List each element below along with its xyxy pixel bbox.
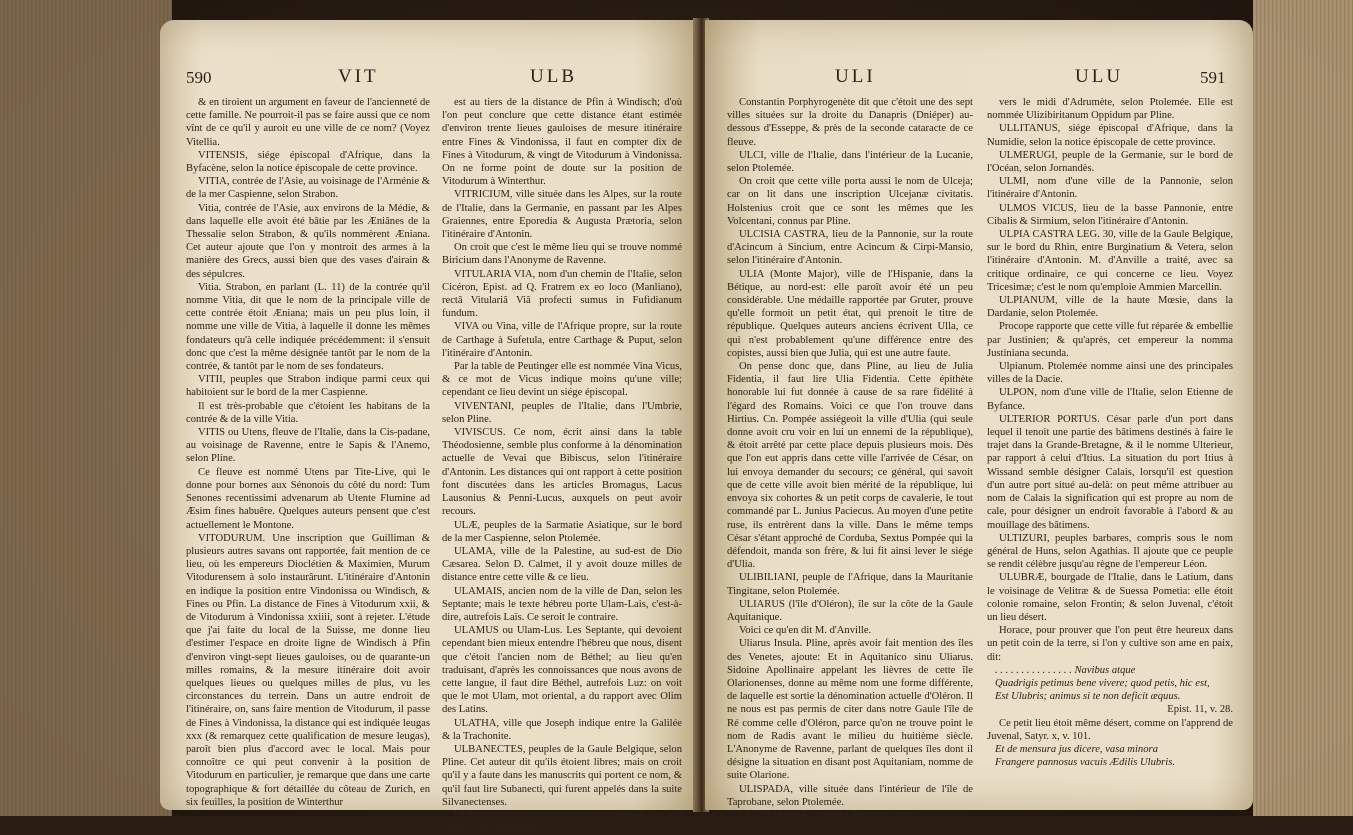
entry-paragraph: ULIZIBIRRHA, ville de l'Afrique propre, <box>739 809 917 821</box>
entry-paragraph: ULAMUS ou Ulam-Lus. Les Septante, qui devoient cependant bien mieux entendre l'hébreu que nous, disent que c'étoit l'ancien nom de Béthel; au lieu qu'en traduisant, d'après les connoissances que nous avons de cette langue, il faut dire Béthel, autrefois Luz: on voit que le mot Ulam, mot oriental, a du rapport avec Olim des Latins. <box>442 625 682 716</box>
entry-paragraph: ULAMAIS, ancien nom de la ville de Dan, selon les Septante; mais le texte hébreu porte Ulam-Lais, c'est-à-dire, autrefois Laïs. Ce seroit le contraire. <box>442 585 682 623</box>
verse-line: Est Ulubris; animus si te non deficit æquus. <box>995 691 1181 703</box>
page-number: 590 <box>186 68 212 87</box>
entry-paragraph: ULUBRÆ, bourgade de l'Italie, dans le Latium, dans le voisinage de Velitræ & de Suessa Pometia: elle étoit colonie romaine, selon Frontin; & selon Juvenal, c'étoit un lieu désert. <box>987 572 1233 623</box>
entry-paragraph: Ulpianum. Ptolemée nomme ainsi une des principales villes de la Dacie. <box>987 361 1233 386</box>
entry-paragraph: ULÆ, peuples de la Sarmatie Asiatique, sur le bord de la mer Caspienne, selon Ptolemée. <box>442 519 682 544</box>
entry-paragraph: ULPON, nom d'une ville de l'Italie, selon Etienne de Byfance. <box>987 387 1233 412</box>
verse-line: . . . . . . . . . . . . . . . Navibus atque <box>995 664 1136 676</box>
entry-paragraph: Vitia. Strabon, en parlant (L. 11) de la contrée qu'il nomme Vitia, dit que le nom de la principale ville de cette contrée étoit Æniana; mais un peu plus loin, il nomme une ville de Vitia, à laquelle il donne les mêmes fondateurs qu'à celle indiquée précédemment: il s'ensuit donc que c'est la même désignée tantôt par le nom de la contrée, & tantôt par le nom de ses fondateurs. <box>186 281 430 373</box>
entry-paragraph: ULISPADA, ville située dans l'intérieur de l'île de Taprobane, selon Ptolemée. <box>727 783 973 808</box>
running-head-left: VIT <box>338 66 379 87</box>
entry-paragraph: ULPIANUM, ville de la haute Mœsie, dans la Dardanie, selon Ptolemée. <box>987 295 1233 320</box>
entry-paragraph: VIVISCUS. Ce nom, écrit ainsi dans la table Théodosienne, semble plus conforme à la dénomination actuelle de Vevai que Bibiscus, selon l'itinéraire d'Antonin. Les distances qui ont rapport à cette position font discutées dans les articles Bromagus, Lacus Lausonius & Penni-Lucus, auxquels on peut avoir recours. <box>442 427 682 518</box>
right-column-2 <box>987 96 1233 770</box>
entry-paragraph: ULMOS VICUS, lieu de la basse Pannonie, entre Cibalis & Sirmium, selon l'itinéraire d'Antonin. <box>987 202 1233 227</box>
entry-paragraph: Constantin Porphyrogenète dit que c'étoit une des sept villes situées sur la droite du Danapris (Dniéper) au-dessous d'Esseppe, & près de la seconde cataracte de ce fleuve. <box>727 97 973 148</box>
entry-paragraph: Vitia, contrée de l'Asie, aux environs de la Médie, & dans laquelle elle avoit été bâtie par les Æniânes de la Thessalie selon Strabon, & qu'ils nommèrent Æniana. Cet auteur ajoute que l'on y montroit des armes à la manière des Grecs, aussi bien que des vases d'airain & des sépulcres. <box>186 202 430 280</box>
entry-paragraph: ULLITANUS, siége épiscopal d'Afrique, dans la Numidie, selon la notice épiscopale de cette province. <box>987 123 1233 148</box>
entry-paragraph: Uliarus Insula. Pline, après avoir fait mention des îles des Venetes, ajoute: Et in Aquitanico sinu Uliarus. Sidoine Apollinaire appelant les lièvres de cette île Olarionenses, donne au même nom une forme différente, de laquelle est sortie la dénomination actuelle d'Oléron. Il ne nous est pas permis de citer dans notre Gaule l'île de Ré comme celle d'Oléron, parce qu'on ne trouve point le nom de Radis avant le milieu du huitième siècle. L'Anonyme de Ravenne, parlant de quelques îles dont il désigne la situation en disant post Aquitaniam, nomme de suite Olarione. <box>727 638 973 782</box>
entry-paragraph: VITRICIUM, ville située dans les Alpes, sur la route de l'Italie, dans la Germanie, en passant par les Alpes Graiennes, entre Eporedia & Augusta Prætoria, selon l'itinéraire d'Antonin. <box>442 189 682 241</box>
entry-paragraph: On croit que cette ville porta aussi le nom de Ulceja; car on lit dans une inscription Ulcejanæ civitatis. Holstenius croit que ce sont les mêmes que les Volcentani, connus par Pline. <box>727 176 973 227</box>
page-number: 591 <box>1200 68 1226 87</box>
entry-paragraph: ULAMA, ville de la Palestine, au sud-est de Dio Cæsarea. Selon D. Calmet, il y avoit douze milles de distance entre cette ville & ce lieu. <box>442 545 682 584</box>
entry-paragraph: vers le midi d'Adrumète, selon Ptolemée. Elle est nommée Ulizibiritanum Oppidum par Pline. <box>987 97 1233 122</box>
entry-paragraph: ULMERUGI, peuple de la Germanie, sur le bord de l'Océan, selon Jornandès. <box>987 149 1233 175</box>
entry-paragraph: Ce petit lieu étoit même désert, comme on l'apprend de Juvenal, Satyr. x, v. 101. <box>987 717 1233 742</box>
entry-paragraph: ULCISIA CASTRA, lieu de la Pannonie, sur la route d'Acincum à Sincium, entre Acincum & Cirpi-Mansio, selon l'itinéraire d'Antonin. <box>727 229 973 267</box>
entry-paragraph: ULIA (Monte Major), ville de l'Hispanie, dans la Bétique, au nord-est: elle paroît avoir été un peu considérable. Une médaille rapportée par Gruter, prouve qu'elle formoit un petit état, qui prenoit le titre de république. Quelques auteurs anciens écrivent Ulla, ce qui n'est probablement qu'une différence entre des copistes, aussi bien que Julia, qui est une autre faute. <box>727 268 973 359</box>
entry-paragraph: VITIA, contrée de l'Asie, au voisinage de l'Arménie & de la mer Caspienne, selon Strabon. <box>186 176 430 201</box>
entry-paragraph: ULTERIOR PORTUS. César parle d'un port dans lequel il tenoit une partie des bâtimens destinés à faire le trajet dans la Grande-Bretagne, & il le nomme Ulterieur, par rapport à celui d'Itius. La situation du port Itius à Wissand semble désigner Calais, lorsqu'il est question d'un autre port situé au-delà: on peut même attribuer au nom de Calais la signification qui est propre au nom de cale, pour désigner un endroit favorable à l'abord & au mouillage des bâtimens. <box>987 413 1233 531</box>
entry-paragraph: VIVENTANI, peuples de l'Italie, dans l'Umbrie, selon Pline. <box>442 400 682 425</box>
entry-paragraph: ULBANECTES, peuples de la Gaule Belgique, selon Pline. Cet auteur dit qu'ils étoient libres; mais on croit qu'il y a faute dans les manuscrits qui portent ce nom, & qu'il faut lire Subanecti, qui furent appelés dans la suite Silvanectenses. <box>442 743 682 808</box>
entry-paragraph: ULIBILIANI, peuple de l'Afrique, dans la Mauritanie Tingitane, selon Ptolemée. <box>727 572 973 597</box>
entry-paragraph: VITIS ou Utens, fleuve de l'Italie, dans la Cis-padane, au voisinage de Ravenne, entre le Sapis & l'Anemo, selon Pline. <box>186 427 430 465</box>
verse-line: Et de mensura jus dicere, vasa minora <box>995 743 1158 755</box>
entry-paragraph: ULMI, nom d'une ville de la Pannonie, selon l'itinéraire d'Antonin. <box>987 176 1233 201</box>
entry-paragraph: Il est très-probable que c'étoient les habitans de la contrée & de la ville Vitia. <box>186 400 430 425</box>
entry-paragraph: VITODURUM. Une inscription que Guilliman & plusieurs autres savans ont rapportée, fait mention de ce lieu, où les empereurs Dioclétien & Maximien, Murum Vitodurensem à solo instaurârunt. L'itinéraire d'Antonin en indique la position entre Vindonissa ou Windisch, & Fines ou Pfin. La distance de Fines à Vitodurum xxii, & de Vitodurum à Vindonissa xxiiii, sont à rejeter. L'étude que j'ai faite du local de la Suisse, me donne lieu d'estimer l'espace en droite ligne de Windisch à Pfin d'environ vingt-sept lieues gauloises, ou de quarante-un milles romains, & la mesure itinéraire doit avoir quelques lieues ou quelques milles de plus, vu les circonstances du terrein. Dans un autre endroit de l'itinéraire, on, sans faire mention de Vitodurum, il passe de Fines à Vindonissa, la distance qui est indiquée leugas xxx (& remarquez cette qualification de mesure leugas), paroît bien plus d'accord avec le local. Mais pour connoître ce qui peut convenir à la position de Vitodurum en particulier, je remarque que dans une carte topographique & fort détaillée du côteau de Zurich, en six feuilles, la position de Winterthur <box>186 532 430 808</box>
entry-paragraph: Voici ce qu'en dit M. d'Anville. <box>739 625 872 637</box>
entry-paragraph: est au tiers de la distance de Pfin à Windisch; d'où l'on peut conclure que cette distance étant estimée d'environ trente lieues gauloises de mesure itinéraire entre Fines & Vindonissa, il faut en compter dix de Fines à Vitodurum, & vingt de Vitodurum à Vindonissa. On ne forme point de doute sur la position de Vitodurum à Winterthur. <box>442 97 682 188</box>
entry-paragraph: ULIARUS (l'île d'Oléron), île sur la côte de la Gaule Aquitanique. <box>727 598 973 623</box>
entry-paragraph: VITENSIS, siége épiscopal d'Afrique, dans la Byfacène, selon la notice épiscopale de cette province. <box>186 149 430 175</box>
running-head-left: ULI <box>835 66 876 87</box>
entry-paragraph: ULCI, ville de l'Italie, dans l'intérieur de la Lucanie, selon Ptolemée. <box>727 149 973 175</box>
entry-paragraph: VIVA ou Vina, ville de l'Afrique propre, sur la route de Carthage à Sufetula, entre Carthage & Puput, selon l'itinéraire d'Antonin. <box>442 321 682 359</box>
entry-paragraph: Ce fleuve est nommé Utens par Tite-Live, qui le donne pour bornes aux Sénonois du côté du nord: Tum Senones recentissimi advenarum ab Utente Flumine ad Æsim fines habuêre. Quelques auteurs pensent que c'est actuellement le Montone. <box>186 466 430 531</box>
entry-paragraph: ULPIA CASTRA LEG. 30, ville de la Gaule Belgique, sur le bord du Rhin, entre Burginatium & Vetera, selon l'itinéraire d'Antonin. M. d'Anville a traité, avec sa critique ordinaire, ce qui concerne ce lieu. Voyez Tricesimæ; c'est le nom qu'emploie Ammien Marcellin. <box>987 229 1233 293</box>
entry-paragraph: Procope rapporte que cette ville fut réparée & embellie par Justinien; & qu'après, cet empereur la nomma Justiniana secunda. <box>987 321 1233 359</box>
entry-paragraph: & en tiroient un argument en faveur de l'ancienneté de cette famille. Ne pourroit-il pas se faire aussi que ce nom vînt de ce qu'il y auroit eu une ville de ce nom? (Voyez Vitellia. <box>186 97 430 148</box>
verse-line: Quadrigis petimus bene vivere; quod petis, hic est, <box>995 677 1210 689</box>
left-page-edges <box>0 0 172 816</box>
right-column-1 <box>727 96 973 821</box>
entry-paragraph: Par la table de Peutinger elle est nommée Vina Vicus, & ce mot de Vicus indique moins qu'une ville; cependant ce lieu devint un siége épiscopal. <box>442 361 682 399</box>
entry-paragraph: VITULARIA VIA, nom d'un chemin de l'Italie, selon Cicéron, Epist. ad Q. Fratrem ex eo loco (Manliano), rectâ Vitulariâ Viâ profecti sumus in Fufidianum fundum. <box>442 268 682 320</box>
left-column-2 <box>442 96 682 835</box>
entry-paragraph: On pense donc que, dans Pline, au lieu de Julia Fidentia, il faut lire Ulia Fidentia. Cette épithète honorable lui fut donnée à cause de sa rare fidélité à l'égard des Romains. Voici ce que l'on trouve dans Hirtius. Cn. Pompée assiégeoit la ville d'Ulia (qui seule donne avoit cru voir en lui un ennemi de la république), & étoit arrêté par cette place depuis plusieurs mois. Dès que l'on eut appris dans cette ville l'arrivée de César, on lui envoya demander du secours; ce général, qui savoit que de cette ville avoit bien mérité de la république, lui envoya six cohortes & un petit corps de cavalerie, le tout commandé par L. Junius Paciecus. Au moyen d'une petite ruse, ils entrèrent dans la ville. Dans le même temps César s'étant approché de Corduba, Sextus Pompée qui la défendoit, manda son frère, & lui fit ainsi lever le siége d'Ulia. <box>727 361 973 571</box>
entry-paragraph: ULATHA, ville que Joseph indique entre la Galilée & la Trachonite. <box>442 717 682 742</box>
entry-paragraph: ULBORSI ou Ostrobunipracii: le premier mot est russe; le second esclavon. <box>442 809 682 835</box>
right-page <box>705 20 1253 821</box>
entry-paragraph: Horace, pour prouver que l'on peut être heureux dans un petit coin de la terre, si l'on y cultive son ame en paix, dit: <box>987 625 1233 663</box>
running-head-right: ULU <box>1075 66 1124 87</box>
left-page <box>160 20 698 835</box>
verse-reference: Epist. 11, v. 28. <box>1167 704 1233 716</box>
entry-paragraph: VITII, peuples que Strabon indique parmi ceux qui habitoient sur le bord de la mer Caspienne. <box>186 374 430 399</box>
right-page-edges <box>1253 0 1353 816</box>
verse-line: Frangere pannosus vacuis Ædilis Ulubris. <box>995 757 1175 769</box>
entry-paragraph: ULTIZURI, peuples barbares, compris sous le nom général de Huns, selon Agathias. Il ajoute que ce peuple se rendit célèbre jusqu'au règne de l'empereur Léon. <box>987 532 1233 571</box>
entry-paragraph: On croit que c'est le même lieu qui se trouve nommé Biricium dans l'Anonyme de Ravenne. <box>442 242 682 267</box>
running-head-right: ULB <box>530 66 577 87</box>
left-column-1 <box>186 96 430 808</box>
